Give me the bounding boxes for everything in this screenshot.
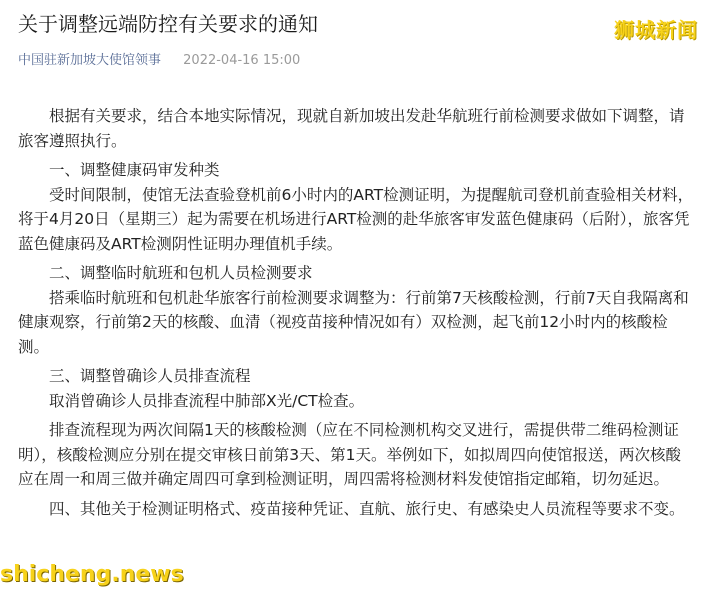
watermark-url-bottom: shicheng.news xyxy=(0,562,184,587)
paragraph-section-1: 受时间限制，使馆无法查验登机前6小时内的ART检测证明，为提醒航司登机前查验相关材料，将于4月20日（星期三）起为需要在机场进行ART检测的赴华旅客审发蓝色健康码（后附），旅客凭蓝色健康码及ART检测阴性证明办理值机手续。 xyxy=(18,185,694,253)
section-heading-4: 四、其他关于检测证明格式、疫苗接种凭证、直航、旅行史、有感染史人员流程等要求不变。 xyxy=(49,499,685,518)
section-heading-2: 二、调整临时航班和包机人员检测要求 xyxy=(49,264,313,282)
source-account-link[interactable]: 中国驻新加坡大使馆领事 xyxy=(18,53,162,68)
publish-date: 2022-04-16 15:00 xyxy=(183,53,301,68)
paragraph-section-3a: 取消曾确诊人员排查流程中肺部X光/CT检查。 xyxy=(49,391,365,410)
article-title: 关于调整远端防控有关要求的通知 xyxy=(18,12,318,36)
section-heading-1: 一、调整健康码审发种类 xyxy=(49,161,220,179)
paragraph-section-3b: 排查流程现为两次间隔1天的核酸检测（应在不同检测机构交叉进行，需提供带二维码检测证明），核酸检测应分别在提交审核日前第3天、第1天。举例如下，如拟周四向使馆报送，两次核酸应在周一和周三做并确定周四可拿到检测证明，周四需将检测材料发使馆指定邮箱，切勿延迟。 xyxy=(18,421,681,488)
paragraph-section-2: 搭乘临时航班和包机赴华旅客行前检测要求调整为：行前第7天核酸检测，行前7天自我隔离和健康观察，行前第2天的核酸、血清（视疫苗接种情况如有）双检测，起飞前12小时内的核酸检测。 xyxy=(18,288,689,356)
section-heading-3: 三、调整曾确诊人员排查流程 xyxy=(49,367,251,385)
watermark-logo-top: 狮城新闻 xyxy=(614,18,698,42)
paragraph-intro: 根据有关要求，结合本地实际情况，现就自新加坡出发赴华航班行前检测要求做如下调整，请旅客遵照执行。 xyxy=(18,107,685,150)
article-body xyxy=(18,104,696,526)
article-meta xyxy=(18,52,300,70)
